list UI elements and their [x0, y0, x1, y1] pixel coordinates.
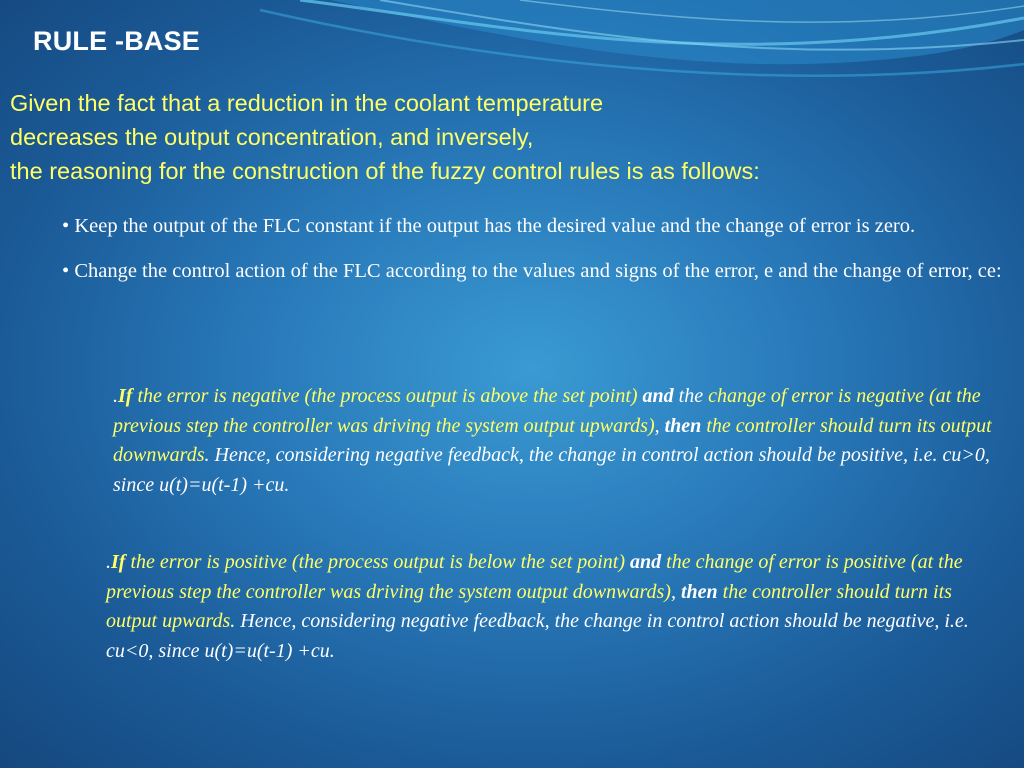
rule-condition: the error is positive (the process output is below the set point) [125, 551, 631, 573]
intro-line: the reasoning for the construction of the fuzzy control rules is as follows: [10, 158, 760, 184]
rule-action: the controller should turn its output upwards [106, 580, 952, 632]
rule-condition: the error is negative (the process output is above the set point) [132, 385, 643, 407]
intro-paragraph [10, 86, 1010, 188]
rule-prefix: . [113, 385, 118, 407]
rule-conclusion: . Hence, considering negative feedback, the change in control action should be negative, i.e. cu<0, since u(t)=u(t-1) +cu. [106, 610, 969, 662]
slide-title: RULE -BASE [33, 26, 201, 56]
rule-if-keyword: If [118, 385, 133, 407]
rule-connector: , [654, 414, 665, 437]
rule-if-keyword: If [111, 551, 126, 573]
bullet-icon: • [62, 260, 70, 282]
rule-conclusion: . Hence, considering negative feedback, the change in control action should be positive, i.e. cu>0, since u(t)=u(t-1) +cu. [113, 444, 990, 496]
bullet-text: Keep the output of the FLC constant if the output has the desired value and the change of error is zero. [74, 215, 916, 237]
bullet-text: Change the control action of the FLC according to the values and signs of the error, e and the change of error, ce: [74, 260, 1002, 282]
bullet-list [62, 212, 1007, 302]
rule-and-keyword: and [642, 385, 674, 407]
rule-paragraph [113, 382, 993, 500]
rule-connector: the [673, 385, 709, 407]
rule-and-keyword: and [630, 551, 662, 573]
rule-then-keyword: then [680, 580, 718, 603]
rule-then-keyword: then [664, 414, 702, 437]
rule-condition: change of error is negative (at the previous step the controller was driving the system output upwards) [113, 385, 981, 437]
rule-action: the controller should turn its output downwards [113, 414, 992, 466]
bullet-item [62, 257, 1007, 286]
intro-line: Given the fact that a reduction in the coolant temperature [10, 90, 604, 116]
rule-paragraph [106, 548, 986, 666]
bullet-icon: • [62, 215, 70, 237]
rule-condition: the change of error is positive (at the previous step the controller was driving the system output downwards) [106, 551, 963, 603]
bullet-item [62, 212, 1007, 241]
intro-line: decreases the output concentration, and inversely, [10, 124, 534, 150]
rule-prefix: . [106, 551, 111, 573]
rule-connector: , [670, 580, 681, 603]
